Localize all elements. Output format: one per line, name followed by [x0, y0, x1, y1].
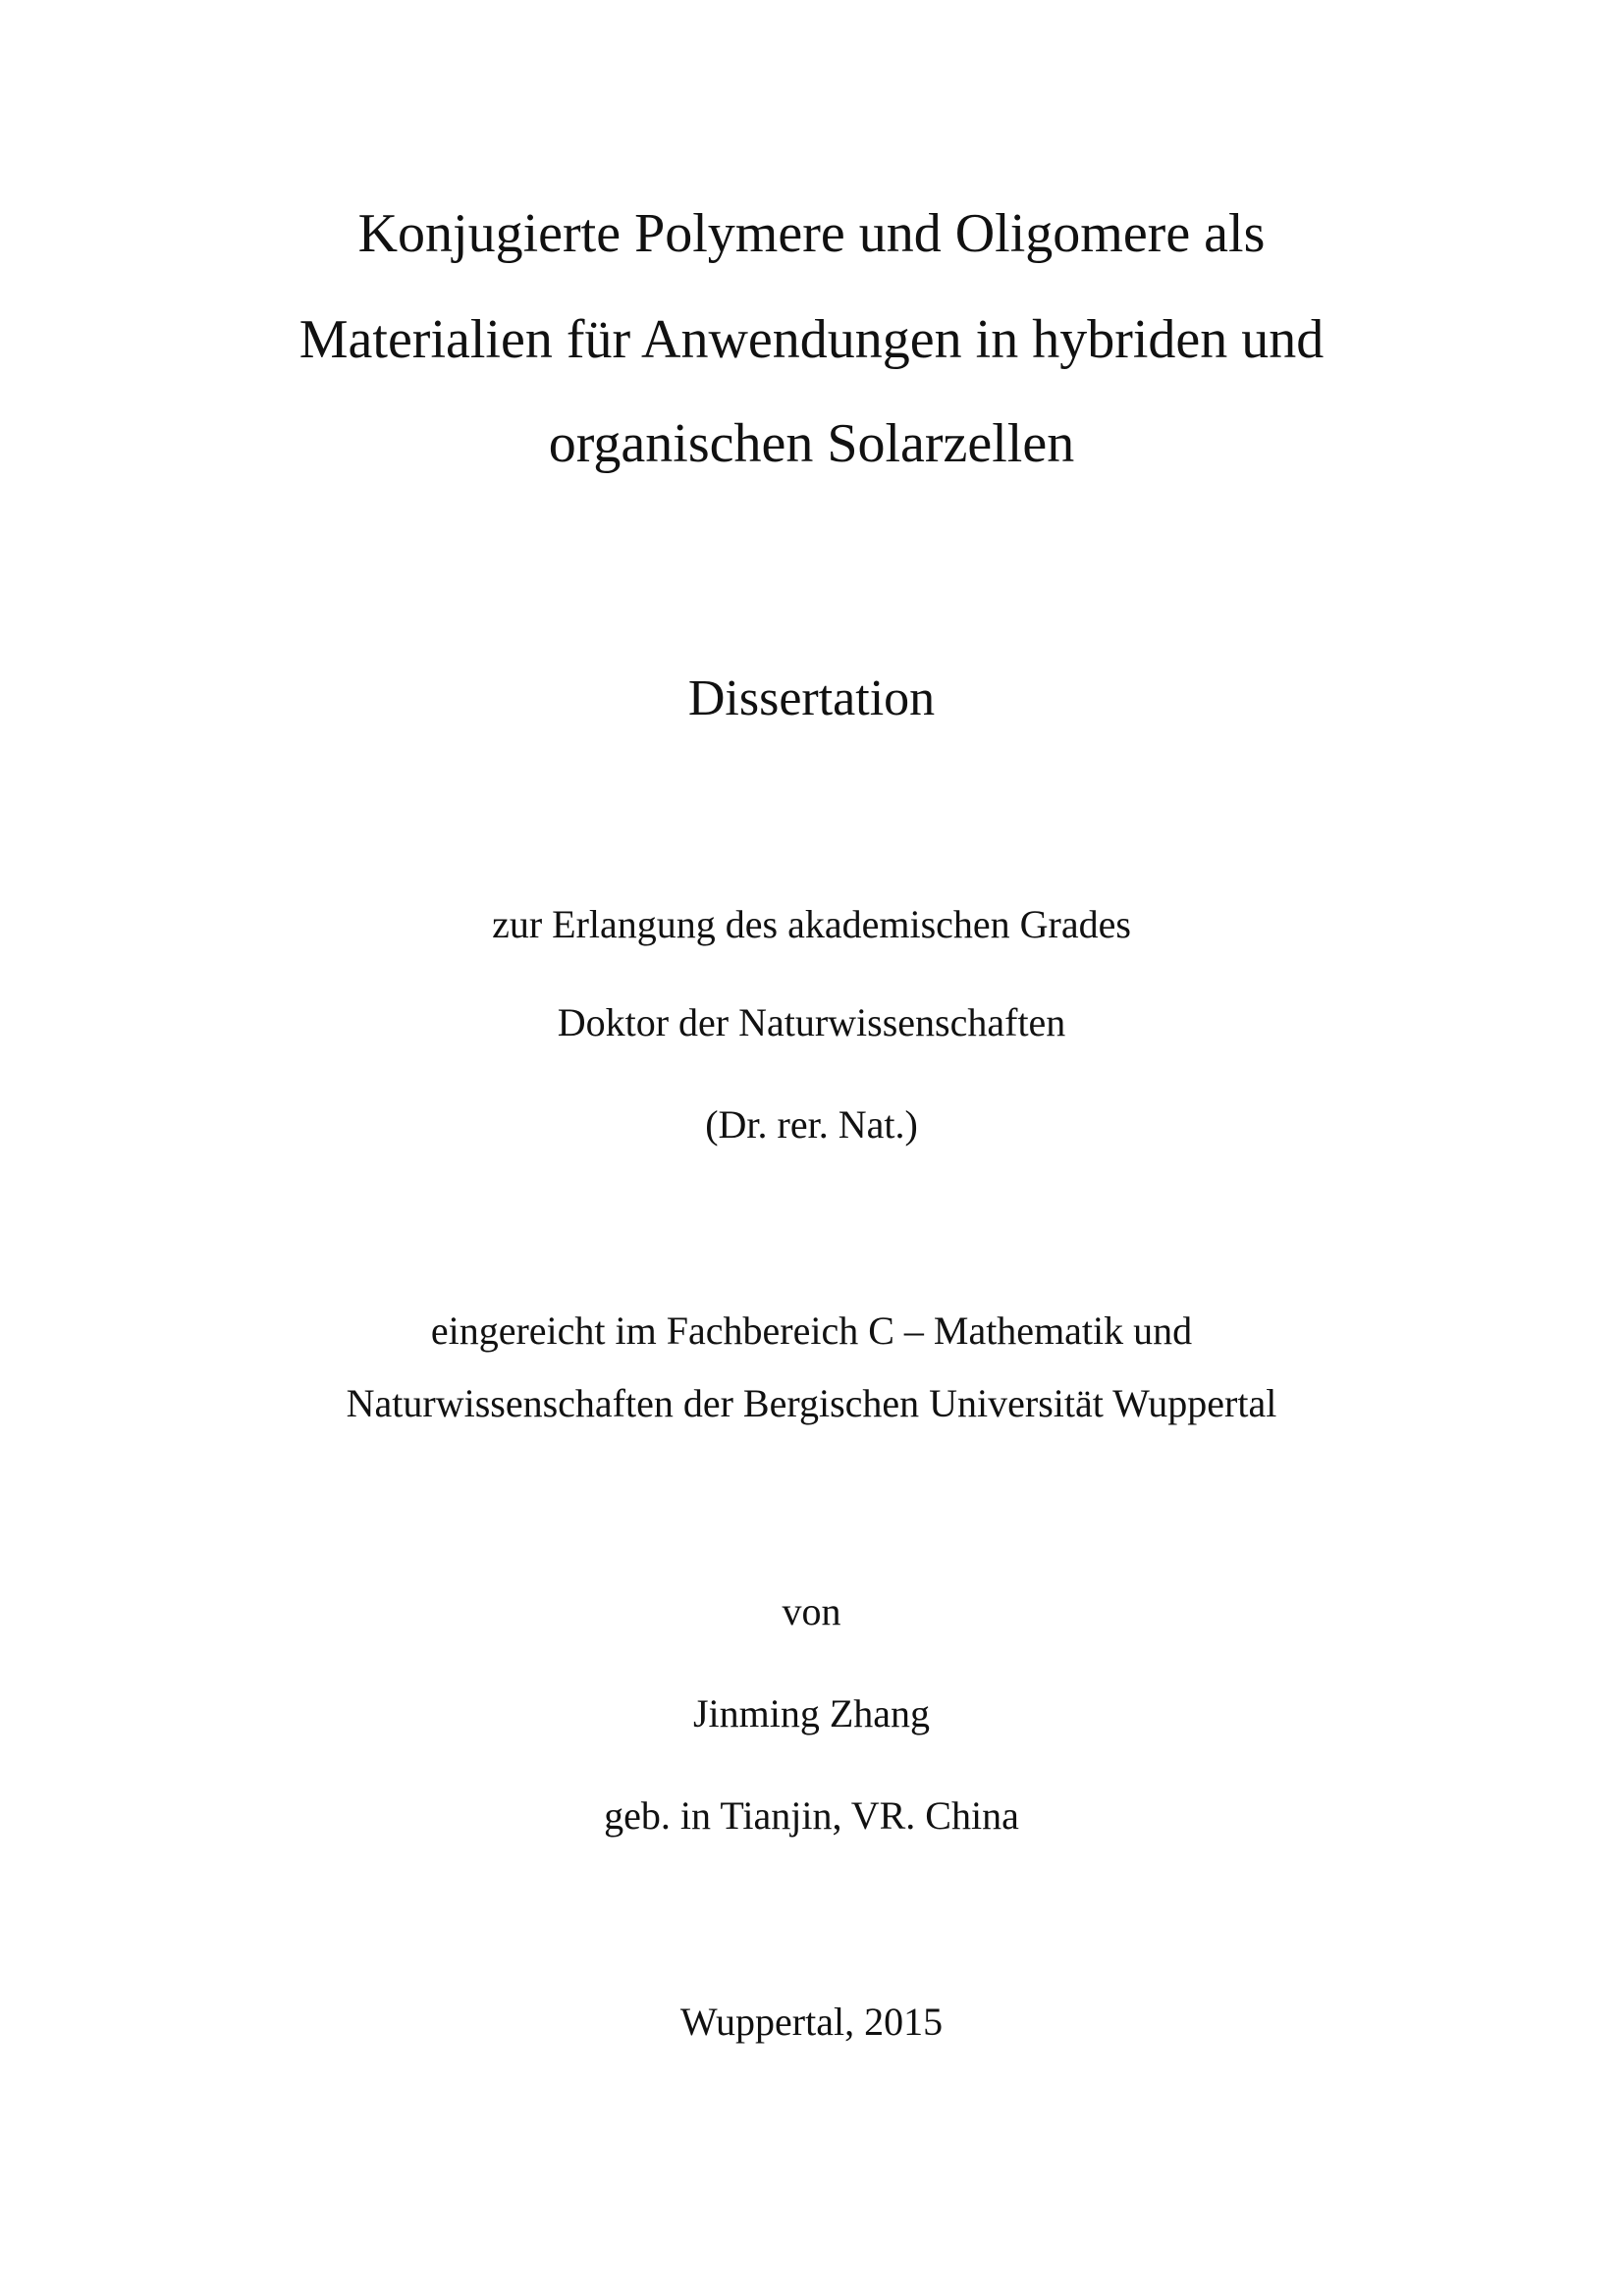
thesis-title-line-3: organischen Solarzellen: [548, 413, 1075, 474]
degree-line-3: (Dr. rer. Nat.): [705, 1102, 918, 1147]
author-birthplace: geb. in Tianjin, VR. China: [604, 1793, 1019, 1838]
place-and-year: Wuppertal, 2015: [679, 2000, 944, 2044]
department-line-1: eingereicht im Fachbereich C – Mathematik und: [430, 1308, 1193, 1353]
department-line-2: Naturwissenschaften der Bergischen Universität Wuppertal: [346, 1381, 1277, 1425]
author-name: Jinming Zhang: [692, 1691, 931, 1735]
degree-line-1: zur Erlangung des akademischen Grades: [492, 902, 1131, 946]
author-by: von: [782, 1589, 841, 1633]
degree-line-2: Doktor der Naturwissenschaften: [557, 1000, 1066, 1044]
document-type: Dissertation: [687, 670, 936, 726]
thesis-title-line-1: Konjugierte Polymere und Oligomere als: [357, 203, 1266, 264]
thesis-title-line-2: Materialien für Anwendungen in hybriden und: [298, 309, 1325, 370]
